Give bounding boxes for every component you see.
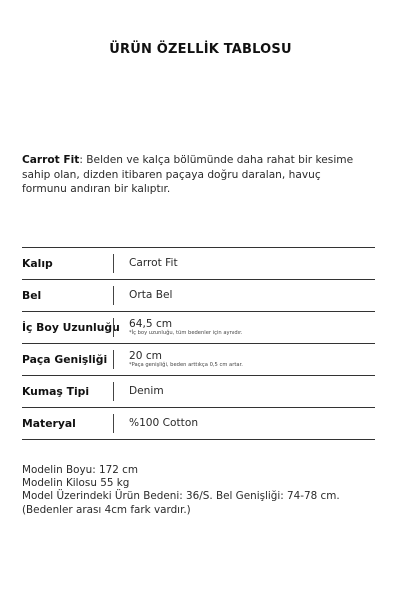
spec-label: Kumaş Tipi (22, 385, 90, 398)
page-title: ÜRÜN ÖZELLİK TABLOSU (109, 42, 292, 57)
column-divider (113, 350, 114, 369)
spec-row-kalip (22, 248, 375, 280)
model-info (22, 464, 382, 517)
spec-row-materyal (22, 408, 375, 440)
spec-label: Paça Genişliği (22, 353, 108, 366)
spec-value: Carrot Fit (129, 257, 178, 269)
spec-label: Materyal (22, 417, 76, 430)
spec-table (22, 247, 375, 440)
spec-value: 20 cm (129, 350, 162, 362)
spec-value: 64,5 cm (129, 318, 173, 330)
spec-row-bel (22, 280, 375, 312)
spec-value: %100 Cotton (129, 417, 199, 429)
spec-label: Bel (22, 289, 42, 302)
spec-value-group (129, 318, 242, 337)
spec-value-group (129, 350, 243, 369)
model-height: Modelin Boyu: 172 cm (22, 464, 138, 476)
spec-label: Kalıp (22, 257, 53, 270)
spec-row-kumas (22, 376, 375, 408)
column-divider (113, 382, 114, 401)
spec-row-ic-boy (22, 312, 375, 344)
spec-note: *İç boy uzunluğu, tüm bedenler için aynıdır. (129, 330, 243, 336)
fit-description-text: : Belden ve kalça bölümünde daha rahat bir kesime sahip olan, dizden itibaren paçaya doğru daralan, havuç formunu andıran bir kalıptır. (22, 154, 354, 195)
column-divider (113, 286, 114, 305)
spec-note: *Paça genişliği, beden arttıkça 0,5 cm artar. (129, 362, 243, 368)
spec-row-paca (22, 344, 375, 376)
fit-term: Carrot Fit (22, 154, 80, 166)
column-divider (113, 318, 114, 337)
spec-value: Orta Bel (129, 289, 173, 301)
spec-label: İç Boy Uzunluğu (22, 321, 120, 334)
column-divider (113, 254, 114, 273)
model-size: Model Üzerindeki Ürün Bedeni: 36/S. Bel Genişliği: 74-78 cm. (Bedenler arası 4cm fark vardır.) (22, 490, 340, 516)
model-weight: Modelin Kilosu 55 kg (22, 477, 130, 490)
fit-description (22, 153, 367, 197)
column-divider (113, 414, 114, 433)
spec-value: Denim (129, 385, 164, 397)
